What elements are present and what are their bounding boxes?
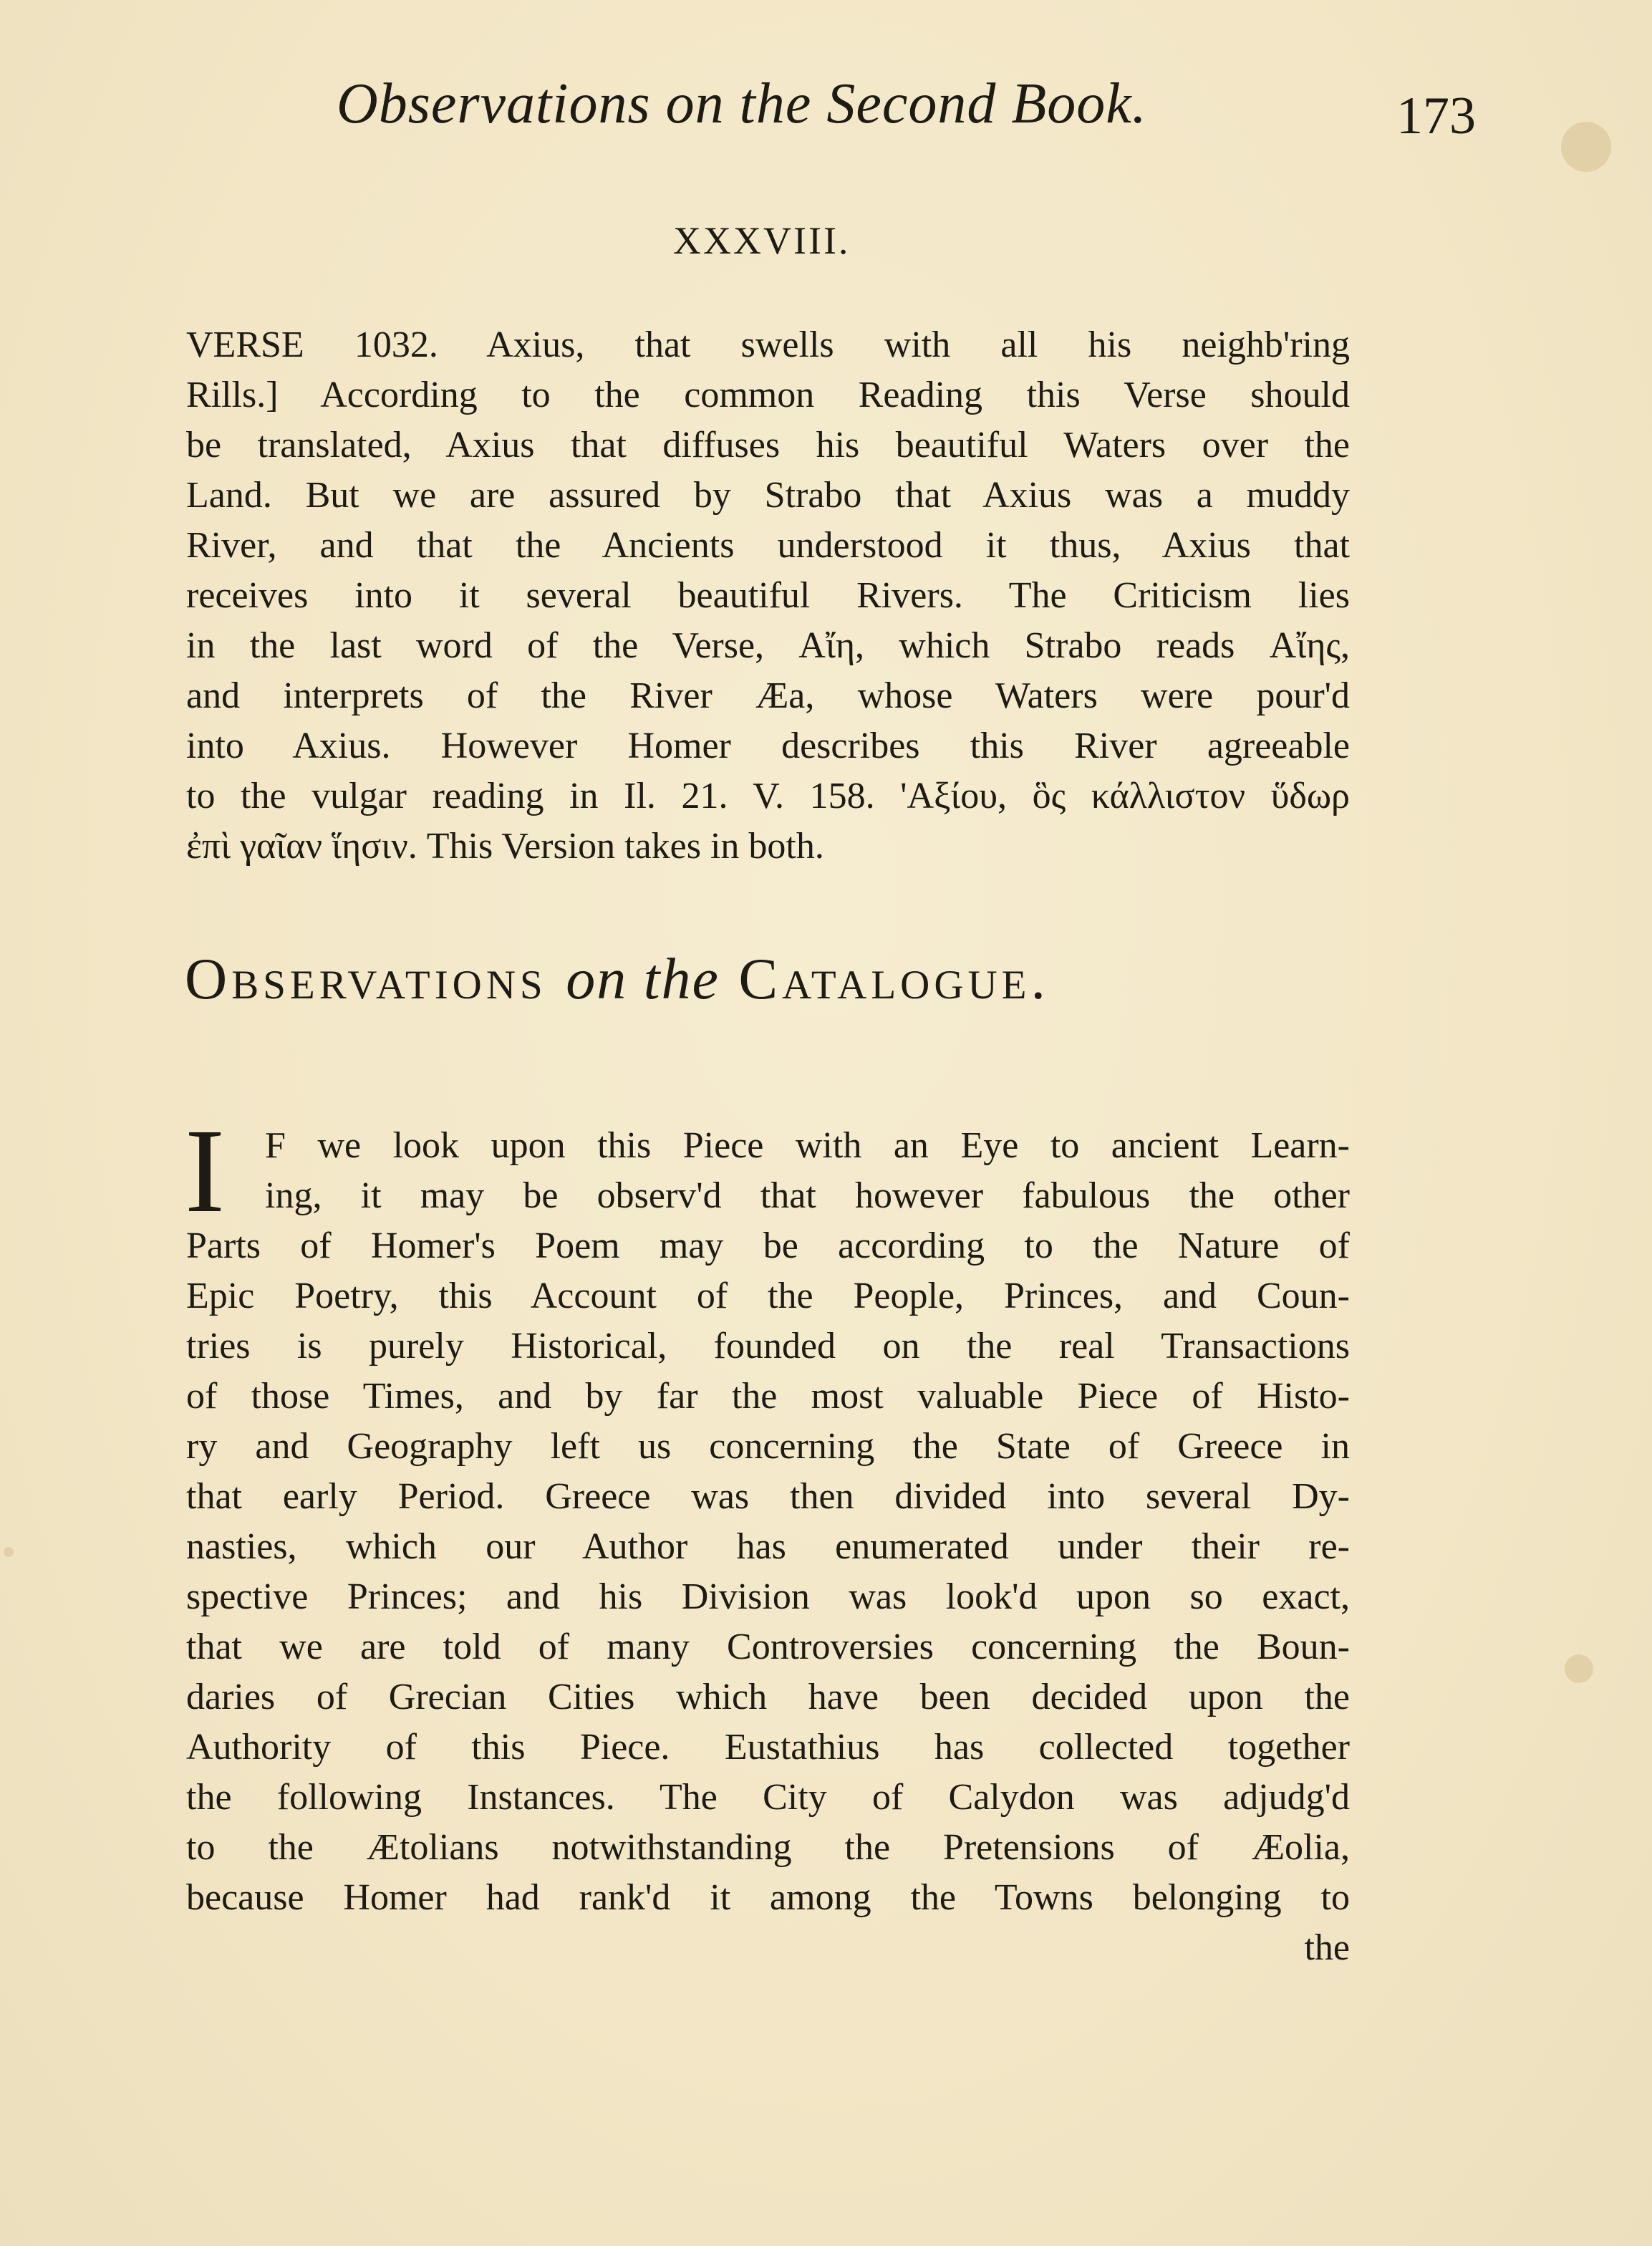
text-line: because Homer had rank'd it among the Towns belonging to (186, 1877, 1350, 1918)
heading-part-1: Observations (185, 946, 547, 1011)
text-line: Rills.] According to the common Reading this Verse should (186, 375, 1350, 415)
text-line: be translated, Axius that diffuses his beautiful Waters over the (186, 425, 1350, 466)
paragraph-catalogue (186, 1221, 1350, 1973)
catchword: the (1304, 1927, 1350, 1968)
text-line: F we look upon this Piece with an Eye to ancient Learn- (265, 1125, 1350, 1166)
heading-part-2: on the (566, 946, 720, 1011)
text-line: the following Instances. The City of Calydon was adjudg'd (186, 1777, 1350, 1818)
text-line: Land. But we are assured by Strabo that Axius was a muddy (186, 475, 1350, 516)
text-line: ing, it may be observ'd that however fabulous the other (265, 1175, 1350, 1216)
text-line: nasties, which our Author has enumerated under their re- (186, 1526, 1350, 1567)
foxing-spot (1565, 1654, 1593, 1683)
paragraph-catalogue-opening (265, 1121, 1350, 1221)
foxing-spot (4, 1547, 14, 1557)
text-line: VERSE 1032. Axius, that swells with all his neighb'ring (186, 324, 1350, 365)
foxing-spot (1561, 122, 1611, 172)
text-line: River, and that the Ancients understood it thus, Axius that (186, 525, 1350, 566)
text-line: Epic Poetry, this Account of the People, Princes, and Coun- (186, 1276, 1350, 1316)
drop-cap: I (185, 1104, 225, 1238)
text-line: to the vulgar reading in Il. 21. V. 158. 'Αξίου, ὃς κάλλιστον ὕδωρ (186, 776, 1350, 816)
text-line: receives into it several beautiful Rivers. The Criticism lies (186, 575, 1350, 616)
text-line: into Axius. However Homer describes this River agreeable (186, 726, 1350, 766)
text-line: and interprets of the River Æa, whose Waters were pour'd (186, 675, 1350, 716)
text-line: Authority of this Piece. Eustathius has collected together (186, 1727, 1350, 1768)
text-line: in the last word of the Verse, Αἴη, which Strabo reads Αἴης, (186, 625, 1350, 666)
section-number: XXXVIII. (673, 219, 851, 262)
text-line: to the Ætolians notwithstanding the Pretensions of Æolia, (186, 1827, 1350, 1868)
text-line: Parts of Homer's Poem may be according to the Nature of (186, 1225, 1350, 1266)
text-line: ry and Geography left us concerning the State of Greece in (186, 1426, 1350, 1467)
running-head: Observations on the Second Book. (337, 72, 1147, 135)
text-line: tries is purely Historical, founded on the real Transactions (186, 1326, 1350, 1367)
text-line: ἐπὶ γαῖαν ἵησιν. This Version takes in both. (186, 826, 824, 867)
section-heading (185, 945, 1359, 1013)
paragraph-verse-note (186, 320, 1350, 872)
text-line: that early Period. Greece was then divided into several Dy- (186, 1476, 1350, 1517)
page-number: 173 (1396, 87, 1476, 145)
text-line: spective Princes; and his Division was look'd upon so exact, (186, 1576, 1350, 1617)
heading-part-3: Catalogue. (738, 946, 1050, 1011)
text-line: that we are told of many Controversies concerning the Boun- (186, 1626, 1350, 1667)
text-line: daries of Grecian Cities which have been decided upon the (186, 1677, 1350, 1717)
text-line: of those Times, and by far the most valuable Piece of Histo- (186, 1376, 1350, 1417)
